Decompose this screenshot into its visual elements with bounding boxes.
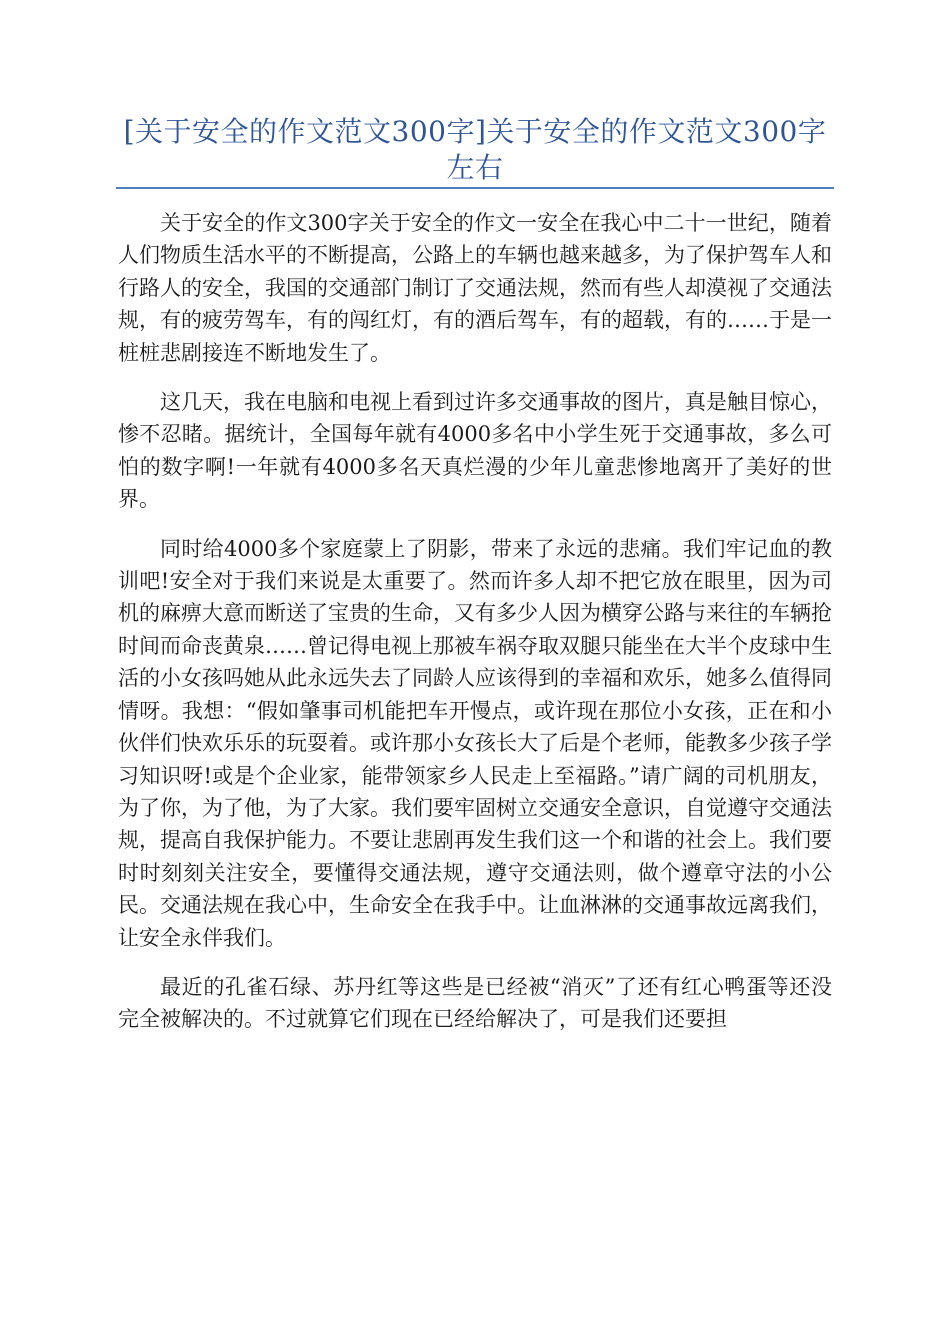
paragraph-4: 最近的孔雀石绿、苏丹红等这些是已经被“消灭”了还有红心鸭蛋等还没完全被解决的。不过就算它们现在已经给解决了，可是我们还要担 — [118, 974, 832, 1032]
paragraph-1: 关于安全的作文300字关于安全的作文一安全在我心中二十一世纪，随着人们物质生活水平的不断提高，公路上的车辆也越来越多，为了保护驾车人和行路人的安全，我国的交通部门制订了交通法规，然而有些人却漠视了交通法规，有的疲劳驾车，有的闯红灯，有的酒后驾车，有的超载，有的……于是一桩桩悲剧接连不断地发生了。 — [118, 211, 832, 365]
document-body — [118, 207, 832, 1053]
paragraph-2: 这几天，我在电脑和电视上看到过许多交通事故的图片，真是触目惊心，惨不忍睹。据统计，全国每年就有4000多名中小学生死于交通事故，多么可怕的数字啊!一年就有4000多名天真烂漫的少年儿童悲惨地离开了美好的世界。 — [118, 390, 832, 512]
title-underline — [116, 187, 834, 189]
document-title: [关于安全的作文范文300字]关于安全的作文范文300字左右 — [123, 115, 827, 184]
paragraph-3: 同时给4000多个家庭蒙上了阴影，带来了永远的悲痛。我们牢记血的教训吧!安全对于我们来说是太重要了。然而许多人却不把它放在眼里，因为司机的麻痹大意而断送了宝贵的生命，又有多少人因为横穿公路与来往的车辆抢时间而命丧黄泉……曾记得电视上那被车祸夺取双腿只能坐在大半个皮球中生活的小女孩吗她从此永远失去了同龄人应该得到的幸福和欢乐，她多么值得同情呀。我想：“假如肇事司机能把车开慢点，或许现在那位小女孩，正在和小伙伴们快欢乐乐的玩耍着。或许那小女孩长大了后是个老师，能教多少孩子学习知识呀!或是个企业家，能带领家乡人民走上至福路。”请广阔的司机朋友，为了你，为了他，为了大家。我们要牢固树立交通安全意识，自觉遵守交通法规，提高自我保护能力。不要让悲剧再发生我们这一个和谐的社会上。我们要时时刻刻关注安全，要懂得交通法规，遵守交通法则，做个遵章守法的小公民。交通法规在我心中，生命安全在我手中。让血淋淋的交通事故远离我们，让安全永伴我们。 — [118, 536, 832, 950]
